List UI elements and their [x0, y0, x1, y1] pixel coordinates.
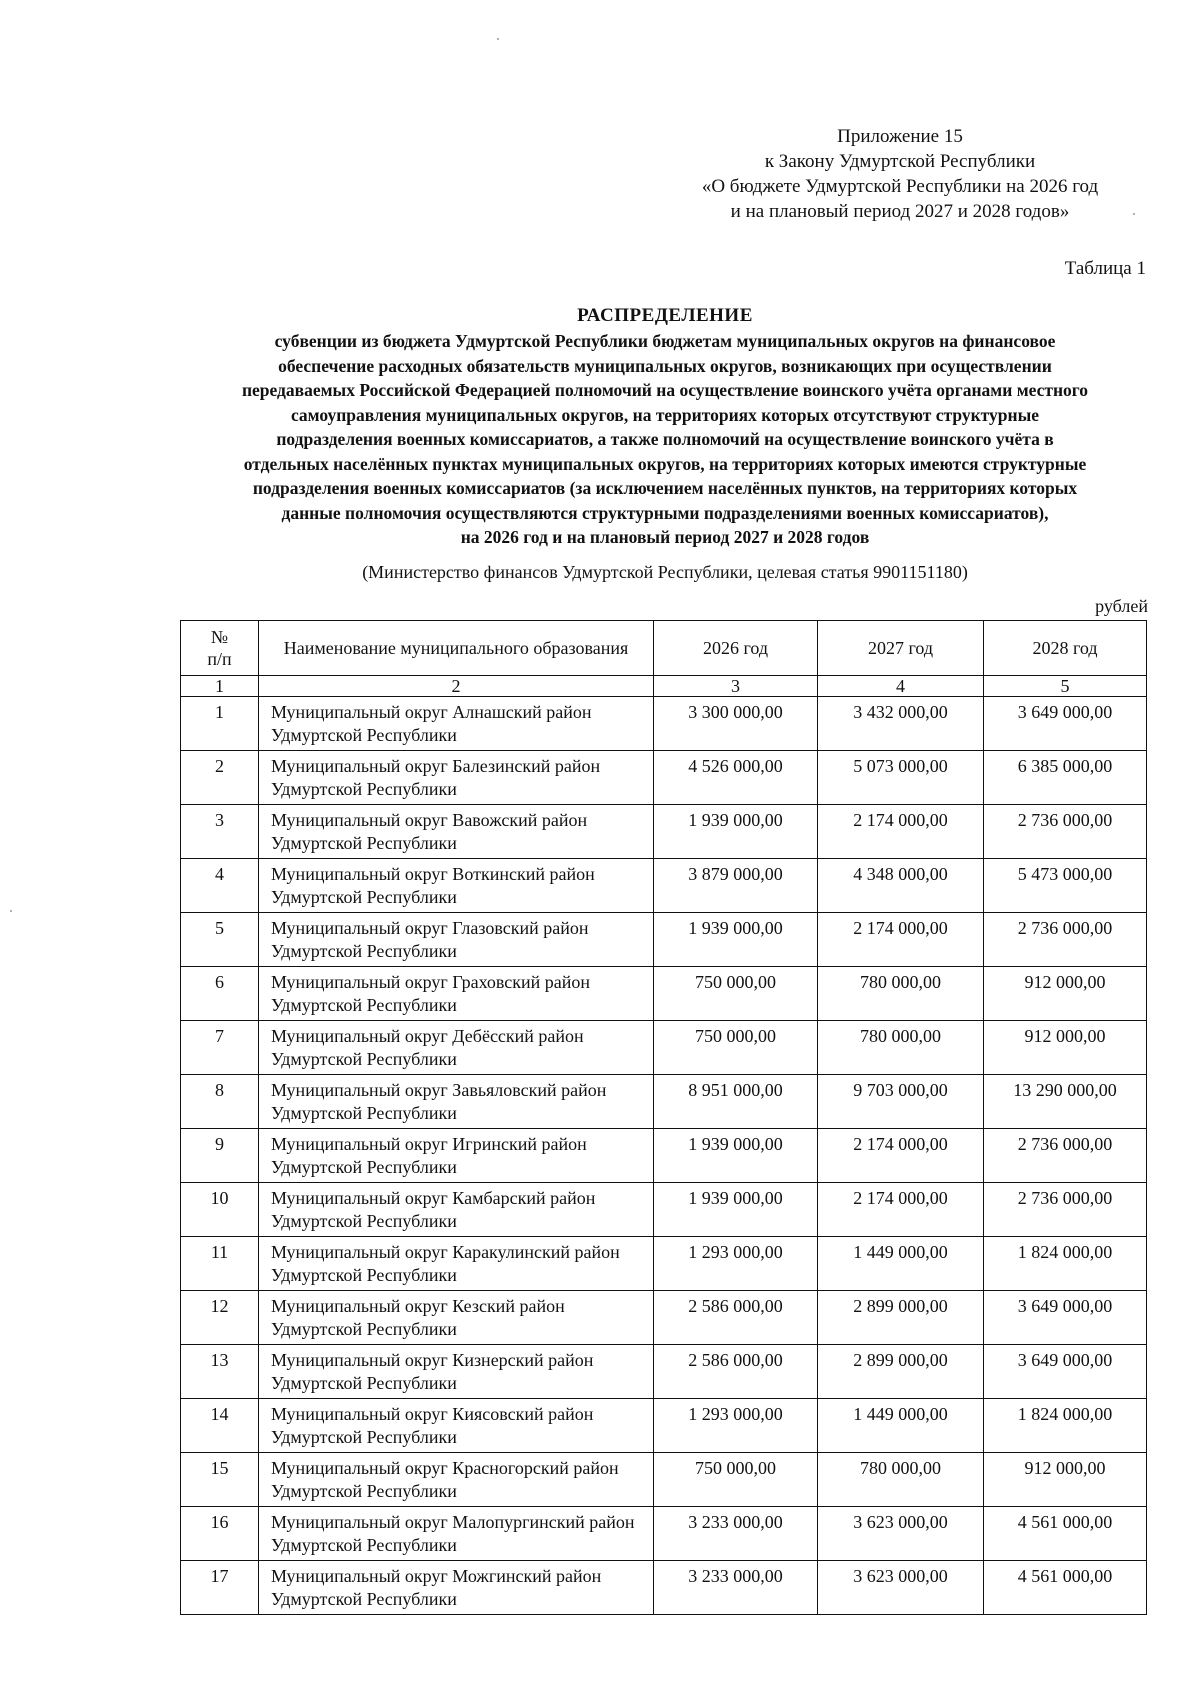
value-2028: 2 736 000,00 [984, 913, 1147, 967]
table-row [181, 967, 1147, 1021]
value-2026: 8 951 000,00 [654, 1075, 818, 1129]
municipality-name: Муниципальный округ Малопургинский район Удмуртской Республики [259, 1507, 654, 1561]
header-2027: 2027 год [818, 621, 984, 676]
table-row [181, 1291, 1147, 1345]
appendix-line: Приложение 15 [837, 126, 963, 147]
title-note: (Министерство финансов Удмуртской Республики, целевая статья 9901151180) [362, 561, 968, 582]
header-number-line2: п/п [207, 649, 232, 669]
municipality-name: Муниципальный округ Вавожский район Удмуртской Республики [259, 805, 654, 859]
table-row [181, 1453, 1147, 1507]
row-number: 11 [181, 1237, 259, 1291]
table-row [181, 1507, 1147, 1561]
value-2028: 6 385 000,00 [984, 751, 1147, 805]
column-number: 4 [818, 676, 984, 697]
header-2026: 2026 год [654, 621, 818, 676]
subtitle-line: подразделения военных комиссариатов (за исключением населённых пунктов, на территориях которых [252, 478, 1078, 498]
header-number-line1: № [210, 627, 229, 647]
municipality-name: Муниципальный округ Граховский район Удмуртской Республики [259, 967, 654, 1021]
row-number: 8 [181, 1075, 259, 1129]
title-subtitle [170, 329, 1160, 550]
row-number: 13 [181, 1345, 259, 1399]
scan-artifact [497, 38, 499, 40]
row-number: 12 [181, 1291, 259, 1345]
appendix-line: и на плановый период 2027 и 2028 годов» [730, 201, 1070, 222]
scan-artifact [10, 910, 12, 912]
value-2027: 780 000,00 [818, 1021, 984, 1075]
table-row [181, 1183, 1147, 1237]
municipality-name: Муниципальный округ Дебёсский район Удмуртской Республики [259, 1021, 654, 1075]
value-2027: 2 899 000,00 [818, 1345, 984, 1399]
value-2027: 1 449 000,00 [818, 1237, 984, 1291]
table-row [181, 913, 1147, 967]
value-2026: 3 879 000,00 [654, 859, 818, 913]
value-2026: 3 233 000,00 [654, 1561, 818, 1615]
table-row [181, 1075, 1147, 1129]
municipality-name: Муниципальный округ Глазовский район Удмуртской Республики [259, 913, 654, 967]
distribution-table [180, 620, 1147, 1615]
value-2028: 4 561 000,00 [984, 1507, 1147, 1561]
municipality-name: Муниципальный округ Балезинский район Удмуртской Республики [259, 751, 654, 805]
row-number: 1 [181, 697, 259, 751]
value-2026: 1 939 000,00 [654, 913, 818, 967]
column-number: 5 [984, 676, 1147, 697]
row-number: 15 [181, 1453, 259, 1507]
value-2026: 2 586 000,00 [654, 1291, 818, 1345]
value-2027: 1 449 000,00 [818, 1399, 984, 1453]
subtitle-line: данные полномочия осуществляются структурными подразделениями военных комиссариатов), [281, 502, 1049, 523]
value-2027: 2 174 000,00 [818, 805, 984, 859]
row-number: 4 [181, 859, 259, 913]
table-row [181, 1399, 1147, 1453]
value-2028: 3 649 000,00 [984, 697, 1147, 751]
subtitle-line: обеспечение расходных обязательств муниципальных округов, возникающих при осуществлении [278, 355, 1052, 376]
value-2028: 1 824 000,00 [984, 1237, 1147, 1291]
units-label: рублей [1095, 596, 1148, 616]
value-2026: 1 939 000,00 [654, 805, 818, 859]
row-number: 6 [181, 967, 259, 1021]
value-2028: 5 473 000,00 [984, 859, 1147, 913]
value-2027: 2 899 000,00 [818, 1291, 984, 1345]
value-2028: 2 736 000,00 [984, 805, 1147, 859]
subtitle-line: на 2026 год и на плановый период 2027 и 2028 годов [460, 527, 870, 547]
value-2028: 912 000,00 [984, 967, 1147, 1021]
municipality-name: Муниципальный округ Кезский район Удмуртской Республики [259, 1291, 654, 1345]
title-main: РАСПРЕДЕЛЕНИЕ [577, 305, 753, 326]
value-2027: 3 623 000,00 [818, 1561, 984, 1615]
value-2026: 4 526 000,00 [654, 751, 818, 805]
value-2026: 2 586 000,00 [654, 1345, 818, 1399]
appendix-line: к Закону Удмуртской Республики [764, 151, 1036, 172]
subtitle-line: отдельных населённых пунктах муниципальных округов, на территориях которых имеются структурные [243, 453, 1087, 474]
table-row [181, 1237, 1147, 1291]
subtitle-line: передаваемых Российской Федерацией полномочий на осуществление воинского учёта органами местного [241, 380, 1089, 400]
row-number: 3 [181, 805, 259, 859]
table-row [181, 1561, 1147, 1615]
table-header-row [181, 621, 1147, 676]
value-2028: 3 649 000,00 [984, 1291, 1147, 1345]
value-2026: 750 000,00 [654, 967, 818, 1021]
row-number: 14 [181, 1399, 259, 1453]
value-2026: 3 300 000,00 [654, 697, 818, 751]
municipality-name: Муниципальный округ Камбарский район Удмуртской Республики [259, 1183, 654, 1237]
value-2027: 2 174 000,00 [818, 1129, 984, 1183]
value-2026: 1 939 000,00 [654, 1129, 818, 1183]
value-2027: 4 348 000,00 [818, 859, 984, 913]
municipality-name: Муниципальный округ Кизнерский район Удмуртской Республики [259, 1345, 654, 1399]
value-2027: 3 623 000,00 [818, 1507, 984, 1561]
table-row [181, 1021, 1147, 1075]
header-2028: 2028 год [984, 621, 1147, 676]
value-2028: 13 290 000,00 [984, 1075, 1147, 1129]
table-label: Таблица 1 [1064, 258, 1146, 279]
column-number: 2 [259, 676, 654, 697]
subtitle-line: субвенции из бюджета Удмуртской Республики бюджетам муниципальных округов на финансовое [274, 331, 1056, 351]
value-2027: 3 432 000,00 [818, 697, 984, 751]
value-2027: 780 000,00 [818, 1453, 984, 1507]
header-number [181, 621, 259, 676]
value-2028: 2 736 000,00 [984, 1129, 1147, 1183]
appendix-reference [670, 124, 1130, 224]
value-2027: 5 073 000,00 [818, 751, 984, 805]
row-number: 17 [181, 1561, 259, 1615]
appendix-line: «О бюджете Удмуртской Республики на 2026 год [701, 176, 1099, 197]
value-2026: 1 293 000,00 [654, 1237, 818, 1291]
value-2028: 912 000,00 [984, 1453, 1147, 1507]
document-title [170, 305, 1160, 583]
table-row [181, 1345, 1147, 1399]
table-row [181, 805, 1147, 859]
value-2028: 4 561 000,00 [984, 1561, 1147, 1615]
value-2027: 2 174 000,00 [818, 1183, 984, 1237]
value-2026: 1 293 000,00 [654, 1399, 818, 1453]
municipality-name: Муниципальный округ Можгинский район Удмуртской Республики [259, 1561, 654, 1615]
value-2028: 2 736 000,00 [984, 1183, 1147, 1237]
row-number: 10 [181, 1183, 259, 1237]
value-2028: 1 824 000,00 [984, 1399, 1147, 1453]
value-2027: 780 000,00 [818, 967, 984, 1021]
table-row [181, 859, 1147, 913]
header-name: Наименование муниципального образования [259, 621, 654, 676]
municipality-name: Муниципальный округ Воткинский район Удмуртской Республики [259, 859, 654, 913]
row-number: 9 [181, 1129, 259, 1183]
value-2027: 9 703 000,00 [818, 1075, 984, 1129]
column-number: 3 [654, 676, 818, 697]
value-2026: 750 000,00 [654, 1021, 818, 1075]
subtitle-line: самоуправления муниципальных округов, на территориях которых отсутствуют структурные [290, 404, 1040, 425]
municipality-name: Муниципальный округ Киясовский район Удмуртской Республики [259, 1399, 654, 1453]
value-2026: 3 233 000,00 [654, 1507, 818, 1561]
row-number: 7 [181, 1021, 259, 1075]
column-number: 1 [181, 676, 259, 697]
row-number: 5 [181, 913, 259, 967]
table-row [181, 697, 1147, 751]
column-number-row [181, 676, 1147, 697]
value-2028: 912 000,00 [984, 1021, 1147, 1075]
table-row [181, 1129, 1147, 1183]
value-2026: 1 939 000,00 [654, 1183, 818, 1237]
municipality-name: Муниципальный округ Завьяловский район Удмуртской Республики [259, 1075, 654, 1129]
scan-artifact [1133, 213, 1135, 215]
row-number: 16 [181, 1507, 259, 1561]
municipality-name: Муниципальный округ Красногорский район Удмуртской Республики [259, 1453, 654, 1507]
row-number: 2 [181, 751, 259, 805]
value-2026: 750 000,00 [654, 1453, 818, 1507]
table-row [181, 751, 1147, 805]
subtitle-line: подразделения военных комиссариатов, а также полномочий на осуществление воинского учёта в [276, 429, 1054, 449]
value-2028: 3 649 000,00 [984, 1345, 1147, 1399]
value-2027: 2 174 000,00 [818, 913, 984, 967]
municipality-name: Муниципальный округ Каракулинский район Удмуртской Республики [259, 1237, 654, 1291]
municipality-name: Муниципальный округ Игринский район Удмуртской Республики [259, 1129, 654, 1183]
municipality-name: Муниципальный округ Алнашский район Удмуртской Республики [259, 697, 654, 751]
